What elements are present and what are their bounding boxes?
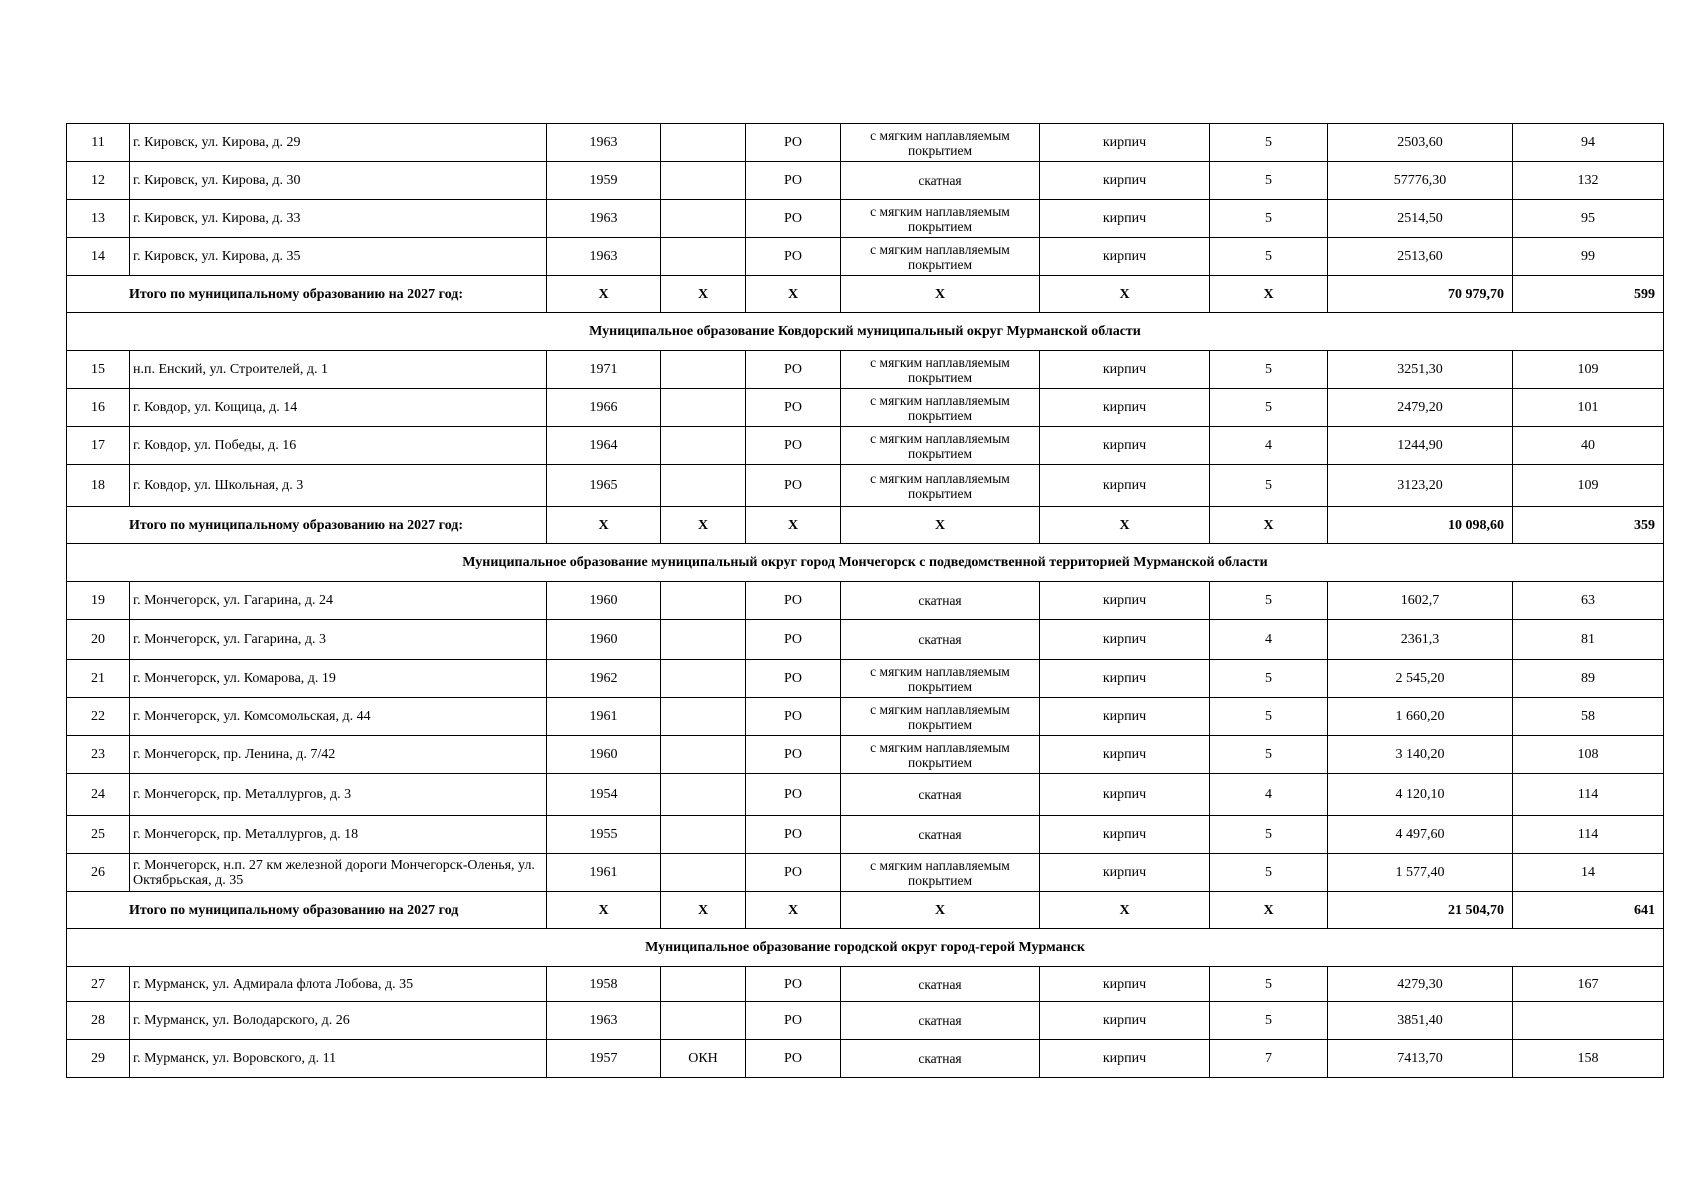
section-title: Муниципальное образование муниципальный округ город Мончегорск с подведомственной территорией Мурманской области: [67, 544, 1664, 582]
row-number: 12: [67, 162, 130, 200]
residents-cell: 14: [1513, 854, 1664, 892]
okn-cell: [661, 351, 746, 389]
table-row: [67, 854, 1664, 892]
roof-type-cell: скатная: [841, 1002, 1040, 1040]
floors-cell: 5: [1210, 736, 1328, 774]
total-residents-cell: 599: [1513, 276, 1664, 313]
total-row: [67, 276, 1664, 313]
floors-cell: 7: [1210, 1040, 1328, 1078]
total-area-cell: 10 098,60: [1328, 507, 1513, 544]
okn-cell: [661, 967, 746, 1002]
okn-cell: [661, 162, 746, 200]
year-cell: 1963: [547, 1002, 661, 1040]
table-row: [67, 774, 1664, 816]
x-mark-cell: X: [547, 892, 661, 929]
residents-cell: 95: [1513, 200, 1664, 238]
address-cell: г. Мончегорск, пр. Металлургов, д. 3: [130, 774, 547, 816]
year-cell: 1966: [547, 389, 661, 427]
ro-cell: РО: [746, 465, 841, 507]
row-number: 24: [67, 774, 130, 816]
row-number: 28: [67, 1002, 130, 1040]
residents-cell: 99: [1513, 238, 1664, 276]
okn-cell: [661, 238, 746, 276]
okn-cell: [661, 427, 746, 465]
table-row: [67, 1040, 1664, 1078]
residents-cell: 94: [1513, 124, 1664, 162]
address-cell: г. Мончегорск, ул. Гагарина, д. 3: [130, 620, 547, 660]
ro-cell: РО: [746, 1040, 841, 1078]
table-row: [67, 1002, 1664, 1040]
floors-cell: 5: [1210, 124, 1328, 162]
x-mark-cell: X: [661, 276, 746, 313]
table-row: [67, 736, 1664, 774]
roof-type-cell: с мягким наплавляемым покрытием: [841, 200, 1040, 238]
row-number: 17: [67, 427, 130, 465]
address-cell: г. Мончегорск, ул. Комарова, д. 19: [130, 660, 547, 698]
ro-cell: РО: [746, 389, 841, 427]
ro-cell: РО: [746, 774, 841, 816]
roof-type-cell: скатная: [841, 582, 1040, 620]
okn-cell: [661, 124, 746, 162]
address-cell: г. Мончегорск, н.п. 27 км железной дороги Мончегорск-Оленья, ул. Октябрьская, д. 35: [130, 854, 547, 892]
address-cell: г. Мурманск, ул. Воровского, д. 11: [130, 1040, 547, 1078]
ro-cell: РО: [746, 1002, 841, 1040]
area-cell: 4 120,10: [1328, 774, 1513, 816]
table-row: [67, 698, 1664, 736]
floors-cell: 5: [1210, 816, 1328, 854]
x-mark-cell: X: [841, 507, 1040, 544]
row-number: 20: [67, 620, 130, 660]
floors-cell: 5: [1210, 660, 1328, 698]
year-cell: 1963: [547, 124, 661, 162]
roof-type-cell: с мягким наплавляемым покрытием: [841, 698, 1040, 736]
table-body: [67, 124, 1664, 1078]
wall-material-cell: кирпич: [1040, 620, 1210, 660]
residents-cell: 132: [1513, 162, 1664, 200]
area-cell: 2 545,20: [1328, 660, 1513, 698]
area-cell: 3851,40: [1328, 1002, 1513, 1040]
floors-cell: 5: [1210, 465, 1328, 507]
row-number: 27: [67, 967, 130, 1002]
wall-material-cell: кирпич: [1040, 582, 1210, 620]
roof-type-cell: с мягким наплавляемым покрытием: [841, 465, 1040, 507]
wall-material-cell: кирпич: [1040, 238, 1210, 276]
area-cell: 2503,60: [1328, 124, 1513, 162]
residents-cell: 109: [1513, 465, 1664, 507]
area-cell: 1 577,40: [1328, 854, 1513, 892]
okn-cell: ОКН: [661, 1040, 746, 1078]
area-cell: 57776,30: [1328, 162, 1513, 200]
ro-cell: РО: [746, 124, 841, 162]
wall-material-cell: кирпич: [1040, 854, 1210, 892]
area-cell: 2479,20: [1328, 389, 1513, 427]
wall-material-cell: кирпич: [1040, 816, 1210, 854]
residents-cell: 158: [1513, 1040, 1664, 1078]
address-cell: г. Мончегорск, пр. Ленина, д. 7/42: [130, 736, 547, 774]
roof-type-cell: скатная: [841, 162, 1040, 200]
floors-cell: 4: [1210, 427, 1328, 465]
table-row: [67, 238, 1664, 276]
row-number: 25: [67, 816, 130, 854]
x-mark-cell: X: [746, 892, 841, 929]
row-number: 29: [67, 1040, 130, 1078]
x-mark-cell: X: [547, 507, 661, 544]
row-number: 16: [67, 389, 130, 427]
roof-type-cell: с мягким наплавляемым покрытием: [841, 238, 1040, 276]
ro-cell: РО: [746, 427, 841, 465]
x-mark-cell: X: [1210, 276, 1328, 313]
residents-cell: 89: [1513, 660, 1664, 698]
total-label: Итого по муниципальному образованию на 2027 год: [67, 892, 547, 929]
residents-cell: 101: [1513, 389, 1664, 427]
roof-type-cell: скатная: [841, 816, 1040, 854]
address-cell: г. Мончегорск, пр. Металлургов, д. 18: [130, 816, 547, 854]
section-header-row: [67, 313, 1664, 351]
total-row: [67, 507, 1664, 544]
address-cell: г. Ковдор, ул. Победы, д. 16: [130, 427, 547, 465]
floors-cell: 4: [1210, 774, 1328, 816]
okn-cell: [661, 389, 746, 427]
address-cell: г. Кировск, ул. Кирова, д. 30: [130, 162, 547, 200]
residents-cell: 167: [1513, 967, 1664, 1002]
wall-material-cell: кирпич: [1040, 427, 1210, 465]
floors-cell: 5: [1210, 582, 1328, 620]
year-cell: 1964: [547, 427, 661, 465]
address-cell: г. Мончегорск, ул. Комсомольская, д. 44: [130, 698, 547, 736]
table-row: [67, 389, 1664, 427]
ro-cell: РО: [746, 620, 841, 660]
year-cell: 1957: [547, 1040, 661, 1078]
roof-type-cell: с мягким наплавляемым покрытием: [841, 427, 1040, 465]
roof-type-cell: скатная: [841, 620, 1040, 660]
floors-cell: 4: [1210, 620, 1328, 660]
x-mark-cell: X: [1040, 276, 1210, 313]
area-cell: 2513,60: [1328, 238, 1513, 276]
roof-type-cell: с мягким наплавляемым покрытием: [841, 389, 1040, 427]
okn-cell: [661, 698, 746, 736]
roof-type-cell: с мягким наплавляемым покрытием: [841, 124, 1040, 162]
x-mark-cell: X: [1040, 507, 1210, 544]
year-cell: 1960: [547, 582, 661, 620]
housing-table: [66, 123, 1664, 1078]
residents-cell: 63: [1513, 582, 1664, 620]
wall-material-cell: кирпич: [1040, 162, 1210, 200]
ro-cell: РО: [746, 698, 841, 736]
x-mark-cell: X: [1040, 892, 1210, 929]
wall-material-cell: кирпич: [1040, 389, 1210, 427]
x-mark-cell: X: [746, 276, 841, 313]
section-header-row: [67, 544, 1664, 582]
x-mark-cell: X: [841, 276, 1040, 313]
row-number: 23: [67, 736, 130, 774]
table-row: [67, 816, 1664, 854]
floors-cell: 5: [1210, 200, 1328, 238]
x-mark-cell: X: [547, 276, 661, 313]
row-number: 13: [67, 200, 130, 238]
table-row: [67, 162, 1664, 200]
wall-material-cell: кирпич: [1040, 351, 1210, 389]
x-mark-cell: X: [661, 507, 746, 544]
ro-cell: РО: [746, 582, 841, 620]
address-cell: г. Кировск, ул. Кирова, д. 33: [130, 200, 547, 238]
residents-cell: 114: [1513, 774, 1664, 816]
roof-type-cell: с мягким наплавляемым покрытием: [841, 736, 1040, 774]
x-mark-cell: X: [841, 892, 1040, 929]
area-cell: 2361,3: [1328, 620, 1513, 660]
ro-cell: РО: [746, 351, 841, 389]
okn-cell: [661, 854, 746, 892]
ro-cell: РО: [746, 238, 841, 276]
wall-material-cell: кирпич: [1040, 465, 1210, 507]
floors-cell: 5: [1210, 854, 1328, 892]
year-cell: 1959: [547, 162, 661, 200]
ro-cell: РО: [746, 816, 841, 854]
year-cell: 1971: [547, 351, 661, 389]
roof-type-cell: скатная: [841, 967, 1040, 1002]
total-residents-cell: 359: [1513, 507, 1664, 544]
wall-material-cell: кирпич: [1040, 200, 1210, 238]
residents-cell: 58: [1513, 698, 1664, 736]
section-title: Муниципальное образование Ковдорский муниципальный округ Мурманской области: [67, 313, 1664, 351]
total-label: Итого по муниципальному образованию на 2027 год:: [67, 276, 547, 313]
x-mark-cell: X: [1210, 892, 1328, 929]
table-row: [67, 427, 1664, 465]
ro-cell: РО: [746, 736, 841, 774]
table-row: [67, 124, 1664, 162]
total-area-cell: 70 979,70: [1328, 276, 1513, 313]
floors-cell: 5: [1210, 238, 1328, 276]
x-mark-cell: X: [661, 892, 746, 929]
row-number: 15: [67, 351, 130, 389]
row-number: 14: [67, 238, 130, 276]
floors-cell: 5: [1210, 389, 1328, 427]
area-cell: 3123,20: [1328, 465, 1513, 507]
okn-cell: [661, 620, 746, 660]
row-number: 19: [67, 582, 130, 620]
year-cell: 1963: [547, 200, 661, 238]
address-cell: г. Кировск, ул. Кирова, д. 35: [130, 238, 547, 276]
area-cell: 3 140,20: [1328, 736, 1513, 774]
table-row: [67, 582, 1664, 620]
table-row: [67, 967, 1664, 1002]
row-number: 26: [67, 854, 130, 892]
okn-cell: [661, 200, 746, 238]
year-cell: 1962: [547, 660, 661, 698]
area-cell: 1 660,20: [1328, 698, 1513, 736]
floors-cell: 5: [1210, 1002, 1328, 1040]
year-cell: 1963: [547, 238, 661, 276]
roof-type-cell: с мягким наплавляемым покрытием: [841, 854, 1040, 892]
residents-cell: 109: [1513, 351, 1664, 389]
area-cell: 3251,30: [1328, 351, 1513, 389]
area-cell: 2514,50: [1328, 200, 1513, 238]
year-cell: 1955: [547, 816, 661, 854]
address-cell: г. Кировск, ул. Кирова, д. 29: [130, 124, 547, 162]
okn-cell: [661, 774, 746, 816]
year-cell: 1960: [547, 736, 661, 774]
address-cell: г. Мурманск, ул. Володарского, д. 26: [130, 1002, 547, 1040]
area-cell: 4 497,60: [1328, 816, 1513, 854]
row-number: 21: [67, 660, 130, 698]
okn-cell: [661, 736, 746, 774]
address-cell: г. Ковдор, ул. Кощица, д. 14: [130, 389, 547, 427]
okn-cell: [661, 465, 746, 507]
roof-type-cell: скатная: [841, 1040, 1040, 1078]
row-number: 11: [67, 124, 130, 162]
floors-cell: 5: [1210, 698, 1328, 736]
section-title: Муниципальное образование городской округ город-герой Мурманск: [67, 929, 1664, 967]
ro-cell: РО: [746, 200, 841, 238]
year-cell: 1960: [547, 620, 661, 660]
address-cell: г. Ковдор, ул. Школьная, д. 3: [130, 465, 547, 507]
ro-cell: РО: [746, 162, 841, 200]
table-row: [67, 351, 1664, 389]
row-number: 22: [67, 698, 130, 736]
table-row: [67, 620, 1664, 660]
year-cell: 1961: [547, 854, 661, 892]
okn-cell: [661, 582, 746, 620]
floors-cell: 5: [1210, 162, 1328, 200]
roof-type-cell: скатная: [841, 774, 1040, 816]
wall-material-cell: кирпич: [1040, 736, 1210, 774]
wall-material-cell: кирпич: [1040, 967, 1210, 1002]
area-cell: 7413,70: [1328, 1040, 1513, 1078]
row-number: 18: [67, 465, 130, 507]
residents-cell: 40: [1513, 427, 1664, 465]
ro-cell: РО: [746, 967, 841, 1002]
residents-cell: 114: [1513, 816, 1664, 854]
residents-cell: [1513, 1002, 1664, 1040]
x-mark-cell: X: [746, 507, 841, 544]
address-cell: г. Мончегорск, ул. Гагарина, д. 24: [130, 582, 547, 620]
year-cell: 1965: [547, 465, 661, 507]
total-row: [67, 892, 1664, 929]
roof-type-cell: с мягким наплавляемым покрытием: [841, 351, 1040, 389]
table-row: [67, 200, 1664, 238]
wall-material-cell: кирпич: [1040, 1040, 1210, 1078]
wall-material-cell: кирпич: [1040, 660, 1210, 698]
total-label: Итого по муниципальному образованию на 2027 год:: [67, 507, 547, 544]
year-cell: 1958: [547, 967, 661, 1002]
residents-cell: 108: [1513, 736, 1664, 774]
address-cell: г. Мурманск, ул. Адмирала флота Лобова, д. 35: [130, 967, 547, 1002]
wall-material-cell: кирпич: [1040, 1002, 1210, 1040]
wall-material-cell: кирпич: [1040, 124, 1210, 162]
roof-type-cell: с мягким наплавляемым покрытием: [841, 660, 1040, 698]
table-row: [67, 660, 1664, 698]
okn-cell: [661, 816, 746, 854]
area-cell: 4279,30: [1328, 967, 1513, 1002]
total-residents-cell: 641: [1513, 892, 1664, 929]
okn-cell: [661, 660, 746, 698]
ro-cell: РО: [746, 854, 841, 892]
year-cell: 1954: [547, 774, 661, 816]
year-cell: 1961: [547, 698, 661, 736]
table-row: [67, 465, 1664, 507]
floors-cell: 5: [1210, 351, 1328, 389]
residents-cell: 81: [1513, 620, 1664, 660]
area-cell: 1602,7: [1328, 582, 1513, 620]
floors-cell: 5: [1210, 967, 1328, 1002]
okn-cell: [661, 1002, 746, 1040]
area-cell: 1244,90: [1328, 427, 1513, 465]
wall-material-cell: кирпич: [1040, 698, 1210, 736]
section-header-row: [67, 929, 1664, 967]
ro-cell: РО: [746, 660, 841, 698]
x-mark-cell: X: [1210, 507, 1328, 544]
address-cell: н.п. Енский, ул. Строителей, д. 1: [130, 351, 547, 389]
total-area-cell: 21 504,70: [1328, 892, 1513, 929]
wall-material-cell: кирпич: [1040, 774, 1210, 816]
